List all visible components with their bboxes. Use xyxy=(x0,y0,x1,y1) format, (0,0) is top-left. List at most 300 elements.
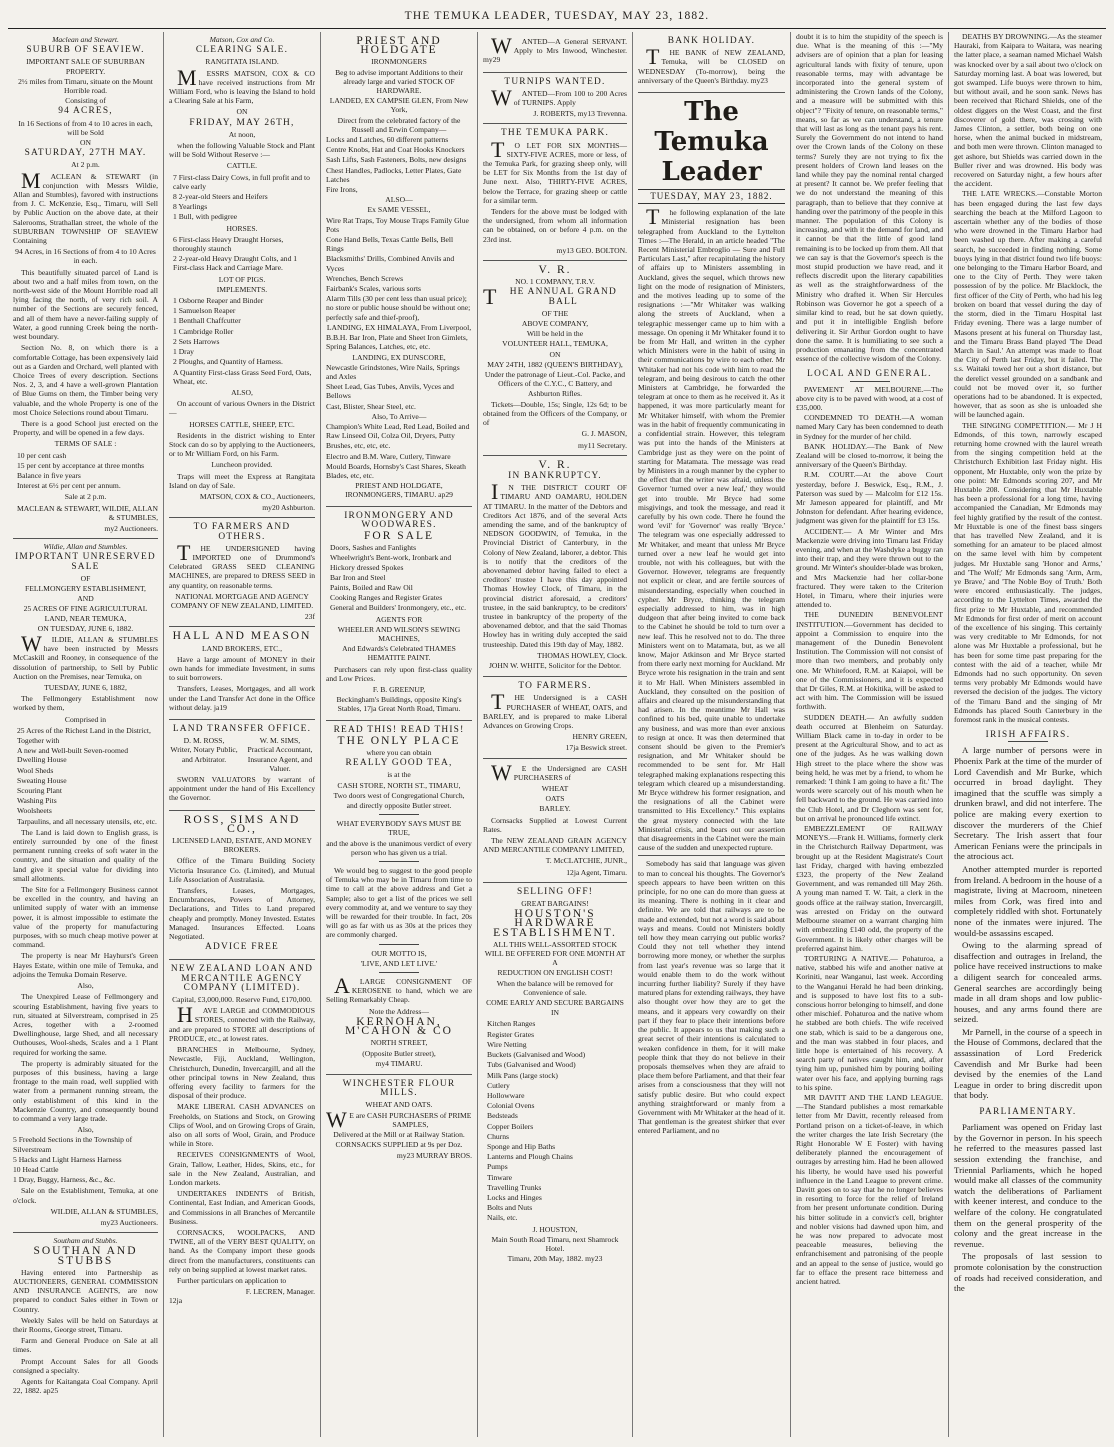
ad-line: At noon, xyxy=(228,129,256,139)
ad-body: Agents for Kaitangata Coal Company. April 22, 1882. ap25 xyxy=(13,1377,158,1396)
list-item: 1 Samuelson Reaper xyxy=(173,306,236,316)
ad-line: where you can obtain xyxy=(366,748,432,758)
news-item: TORTURING A NATIVE.— Pohaturoa, a native, stabbed his wife and another native at Koriniti, near Wanganui, last week. According to the Wanganui Herald he had been drinking, and is supposed to have lost fits to a sub-conscious horror belonging to himself, and done other mischief. Pohaturoa and the native whom he stabbed are both chiefs. The wife received one stab, which is said to be a dangerous one, and the man was stabbed in four places, and little hope is entertained of his recovery. A search party of natives caught him, and, after tying him up, punished him by pouring boiling water over his face, and applying burning rags to his spine. xyxy=(796,953,943,1092)
ad-body: Traps will meet the Express at Rangitata Island on day of Sale. xyxy=(169,471,315,490)
ad-title: WINCHESTER FLOUR MILLS. xyxy=(342,1078,456,1099)
ad-body: IN THE DISTRICT COURT OF TIMARU AND OAMARU, HOLDEN AT TIMARU. In the matter of the Debtors and Creditors Act 1876, and of the several Acts amending the same, and of the bankruptcy of NEDSON GOODWIN, of Temuka, in the Provincial District of Canterbury, in the Colony of New Zealand, laborer, a debtor. This is to notify that the creditors of the abovenamed debtor having failed to elect a creditors' trustee I have this day appointed Thomas Howley Clock, of Timaru, in the provincial district aforesaid, a creditors' trustee, in the said bankruptcy, to be creditors' trustee in bankruptcy of the property of the abovenamed debtor, and that the said Thomas Howley has in writing duly accepted the said trusteeship. Dated this 19th day of May, 1882. xyxy=(483,479,627,649)
news-item: THE SINGING COMPETITION.— Mr J H Edmonds, of this town, narrowly escaped returning home crowned with the laurel wreath from the singing competition held at the Christchurch Exhibition last Friday night. His opponent, Mr Huxtable, only won the prize by one point: Mr Edmonds scoring 207, and Mr Huxtable 208. Considering that Mr Huxtable has been a professional for a long time, having accompanied the Canadian, Mr Edmonds may feel highly gratified by the result of the contest. Mr Huxtable is one of the finest bass singers that has travelled New Zealand, and it is something for an amateur to be placed almost on the same level with him by competent judges. Mr Huxtable sang 'Honor and Arms,' and 'The Wolf;' Mr Edmonds sang 'Arm, Arm, ye Brave,' and 'The Noble Boy of Truth.' Both were encored enthusiastically. The judges, according to the Lyttelton Times, awarded the first prize to Mr Huxtable, and recommended Mr Edmonds for first order of merit on account of the excellence of his singing. This certainly was very creditable to Mr Edmonds, for not alone was Mr Huxtable a professional, but he has been for some time past preparing for the contest with the aid of a teacher, while Mr Edmonds had no such opportunity. On seven terms very probably Mr Edmonds would have reversed the decision of the judges. The victory of the Timaru Band and the singing of Mr Edmonds has placed South Canterbury in the foremost rank in the musical contests. xyxy=(954,420,1102,725)
ad-body: The Land is laid down to English grass, is entirely surrounded by one of the finest permanent running creeks of soft water in the country, and the situation and quality of the land give it special value for dividing into small allotments. xyxy=(13,827,158,883)
ad-signature: THOMAS HOWLEY, Clock. xyxy=(537,650,627,660)
list-item: Alarm Tills (30 per cent less than usual price); no store or public house should be without one; perfectly safe and thief-proof), xyxy=(326,294,471,322)
list-item: 1 Benthall Chaffcutter xyxy=(173,316,241,326)
ad-signature: WILDIE, ALLAN & STUMBLES, xyxy=(50,1206,158,1216)
list-item: Sheet Lead, Gas Tubes, Anvils, Vyces and Bellows xyxy=(326,382,454,401)
ad-line: ALL THIS WELL-ASSORTED STOCK WILL BE OFFERED FOR ONE MONTH AT A xyxy=(484,939,626,968)
ad-line: Delivered at the Mill or at Railway Station. xyxy=(333,1129,465,1139)
ad-line: OF THE xyxy=(541,308,569,318)
list-item: Lanterns and Plough Chains xyxy=(487,1152,573,1162)
list-item: Wrenches, Bench Screws xyxy=(326,273,404,283)
ad-line: Note the Address— xyxy=(369,1006,429,1016)
list-item: 1 Osborne Reaper and Binder xyxy=(173,296,264,306)
ad-head: Maclean and Stewart. xyxy=(52,35,119,44)
list-item: Cast, Blister, Shear Steel, etc. xyxy=(326,401,416,411)
ad-body: HAVE LARGE and COMMODIOUS STORES, connected with the Railway, and are prepared to STORE all descriptions of PRODUCE, etc., at lowest rates. xyxy=(169,1002,315,1043)
list-item: Wool Sheds xyxy=(17,765,54,775)
list-item: A new and Well-built Seven-roomed Dwelling House xyxy=(17,746,129,765)
list-item: Churns xyxy=(487,1131,509,1141)
list-item: Wire Rat Traps, Toy Mouse Traps Family Glue Pots xyxy=(326,215,469,234)
ad-body: WANTED—A General SERVANT. Apply to Mrs Inwood, Winchester. my29 xyxy=(483,33,627,65)
list-item: 5 Hacks and Light Harness Harness xyxy=(13,1154,122,1164)
ad-body: WILDIE, ALLAN & STUMBLES have been instructed by Messrs McCaskill and Rooney, in consequence of the dissolution of partnership, to Sell by Public Auction on the Premises, near Temuka, on xyxy=(13,630,158,681)
ad-subtitle: IMPORTANT SALE OF SUBURBAN PROPERTY. xyxy=(26,57,145,76)
section-label: IMPLEMENTS. xyxy=(216,284,268,294)
list-item: Locks and Latches, 60 different patterns xyxy=(326,135,449,145)
ad-body: On account of various Owners in the District— xyxy=(169,399,315,418)
ad-line: (Opposite Butler street), xyxy=(362,1048,436,1058)
ad-title: ROSS, SIMS AND CO., xyxy=(183,813,301,835)
ad-body: WANTED—From 100 to 200 Acres of TURNIPS. Apply xyxy=(491,84,627,110)
ad-signature: G. J. MASON, xyxy=(581,429,627,439)
ad-farmers-seed xyxy=(169,518,315,627)
terms-list xyxy=(17,451,158,491)
ad-signature: my13 GEO. BOLTON. xyxy=(556,245,627,255)
ad-line: 94 ACRES, xyxy=(58,106,113,117)
ad-grain-agency xyxy=(483,759,627,883)
list-item: A Quantity First-class Grass Seed Ford, Oats, Wheat, etc. xyxy=(173,367,312,386)
ad-body: SWORN VALUATORS by warrant of appointment under the hand of His Excellency the Governor. xyxy=(169,775,315,803)
list-item: Doors, Sashes and Fanlights xyxy=(330,543,417,553)
column-2 xyxy=(164,32,320,1437)
ad-body: RECEIVES CONSIGNMENTS of Wool, Grain, Tallow, Leather, Hides, Skins, etc., for sale in the New Zealand, Australian, and London markets. xyxy=(169,1150,315,1187)
ad-signature: my23 MURRAY BROS. xyxy=(396,1151,472,1161)
list-item: Sponge and Hip Baths xyxy=(487,1141,556,1151)
ad-line: When the balance will be removed for Convenience of sale. xyxy=(496,978,614,997)
ad-body: Prompt Account Sales for all Goods consigned a specialty. xyxy=(13,1356,158,1375)
dateline: TUESDAY, MAY 23, 1882. xyxy=(638,189,785,204)
news-item: A large number of persons were in Phoenix Park at the time of the murder of Lord Cavendish and Mr Burke, which occurred in broad daylight. They imagined that the scuffle was simply a drunken brawl, and did not interfere. The police are making every exertion to discover the murderers of the Chief Secretary. The Irish assert that four American Fenians were the principals in the atrocious act. xyxy=(954,745,1102,862)
column-4 xyxy=(478,32,632,1437)
vr-mark: V. R. xyxy=(538,264,572,277)
list-item: 8 2-year-old Steers and Heifers xyxy=(173,192,268,202)
ad-volunteer-ball xyxy=(483,261,627,456)
news-item: Parliament was opened on Friday last by the Governor in person. In his speech he referred to the measures passed last session extending the franchise, and Triennial Parliaments, which he hoped would make all classes of the community watch the deliberations of Parliament with keener interest, and conduce to the welfare of the colony. He congratulated them on the general prosperity of the colony and the great increase in the revenue. xyxy=(954,1122,1102,1249)
list-item: Paints, Boiled and Raw Oil xyxy=(330,582,413,592)
list-item: Interest at 6½ per cent per annum. xyxy=(17,481,121,491)
ad-line: my4 TIMARU. xyxy=(375,1058,423,1068)
ad-title: SOUTHAN AND STUBBS xyxy=(33,1245,138,1267)
ad-tea-cash-store xyxy=(326,721,472,1075)
list-item: Hollowware xyxy=(487,1090,525,1100)
ad-title: READ THIS! READ THIS! xyxy=(333,724,465,735)
divider xyxy=(638,855,785,856)
list-item: Travelling Trunks xyxy=(487,1182,542,1192)
ad-southam-stubbs xyxy=(13,1233,158,1402)
ad-body: Weekly Sales will be held on Saturdays at their Rooms, George street, Timaru. xyxy=(13,1315,158,1334)
ad-seaview-sale xyxy=(13,32,158,539)
list-item: Newcastle Grindstones, Wire Nails, Springs and Axles xyxy=(326,362,460,381)
ad-line: ON TUESDAY, JUNE 6, 1882. xyxy=(37,623,134,633)
ad-signature: my20 Ashburton. xyxy=(262,503,315,513)
ad-line: Ex SAME VESSEL, xyxy=(367,205,431,215)
list-item: Champion's White Lead, Red Lead, Boiled and Raw Linseed Oil, Colza Oil, Dryers, Putty xyxy=(326,421,470,441)
ad-signature: 23f xyxy=(304,612,315,622)
ad-line: Luncheon provided. xyxy=(211,460,273,470)
list-item: Blacksmiths' Drills, Combined Anvils and Vyces xyxy=(326,254,455,273)
list-item: Locks and Hinges xyxy=(487,1192,542,1202)
ad-line: 'LIVE, AND LET LIVE.' xyxy=(360,958,438,968)
ad-title: BANK HOLIDAY. xyxy=(667,36,756,46)
ad-body: THE UNDERSIGNED having IMPORTED one of Drummond's Celebrated GRASS SEED CLEANING MACHINES, are prepared to DRESS SEED in any quantity, on reasonable terms. xyxy=(169,539,315,590)
ad-line: MAY 24TH, 1882 (QUEEN'S BIRTHDAY), xyxy=(487,359,623,369)
ad-line: WE are CASH PURCHASERS of PRIME SAMPLES, xyxy=(326,1106,472,1132)
ad-fellmongery-sale xyxy=(13,539,158,1233)
list-item: Tinware xyxy=(487,1172,513,1182)
ad-head: Wildie, Allan and Stumbles. xyxy=(43,542,128,552)
ad-title: PRIEST AND HOLDGATE xyxy=(356,35,442,57)
news-item: PAVEMENT AT MELBOURNE.—The above city is to be paved with wood, at a cost of £35,000. xyxy=(796,384,943,412)
ad-signature: Main South Road Timaru, next Shamrock Hotel. xyxy=(491,1234,619,1253)
ad-body: Also, xyxy=(77,1125,94,1135)
ad-line: At 2 p.m. xyxy=(71,160,100,170)
list-item: Cooking Ranges and Register Grates xyxy=(330,593,443,603)
news-item: EMBEZZLEMENT OF RAILWAY MONEYS.—Frank H. Williams, formerly clerk in the Christchurch Railway Department, was brought up at the Resident Magistrate's Court last Friday, charged with having embezzled £323, the property of the New Zealand Government, and was remanded till May 26th. A young man named T. W. Tait, a clerk in the goods office at the railway station, Invercargill, was arrested on Friday on the outward Melbourne steamer on a warrant charging him with embezzling £140 odd, the property of the Government. It is likely other charges will be preferred against him. xyxy=(796,824,943,953)
ad-houston-hardware xyxy=(483,883,627,1270)
list-item: Centre Knobs, Hat and Coat Hooks Knockers xyxy=(326,145,465,155)
list-item: Brushes, etc, etc, etc. xyxy=(326,441,391,451)
list-item: Sash Lifts, Sash Fasteners, Bolts, new designs xyxy=(326,155,467,165)
ad-title: NEW ZEALAND LOAN AND MERCANTILE AGENCY COMPANY (LIMITED). xyxy=(170,964,314,993)
ad-line: Beg to advise important Additions to their already large and varied STOCK OF HARDWARE. xyxy=(335,67,463,96)
ad-body: BRANCHES in Melbourne, Sydney, Newcastle, Fiji, Auckland, Wellington, Christchurch, Dunedin, Invercargill, and all the other principal towns in New Zealand, thus offering every facility to farmers for the disposal of their produce. xyxy=(169,1045,315,1101)
list-item: Balance in five years xyxy=(17,470,81,480)
ad-line: WHEAT xyxy=(541,784,569,794)
ad-title: CLEARING SALE. xyxy=(195,45,289,56)
ad-body: The property is near Mr Hayhurst's Green Hayes Estate, within one mile of Temuka, and adjoins the Temuka Domain Reserve. xyxy=(13,951,158,979)
ad-line: ON xyxy=(80,138,91,148)
ad-body: The Fellmongery Establishment now worked by them, xyxy=(13,694,158,713)
ad-clearing-sale xyxy=(169,32,315,518)
terms-title: TERMS OF SALE : xyxy=(54,439,117,449)
partner-role: Writer, Notary Public, and Arbitrator. xyxy=(170,745,238,764)
top-rule xyxy=(8,28,1106,29)
ad-signature: JOHN W. WHITE, Solicitor for the Debtor. xyxy=(488,660,622,670)
news-item: THE DUNEDIN BENEVOLENT INSTITUTION.—Government has decided to appoint a Commission to enquire into the management of the Dunedin Benevolent Institution. The Commission will not consist of more than two members, and probably only one. Mr Whitefoord, R.M. at Kaiapoi, will be one of the Commissioners, and it is expected that Dr Giles, R.M. at Hokitika, will be asked to act with him. The Commission will be issued forthwith. xyxy=(796,610,943,712)
ad-body: Also, xyxy=(77,981,94,991)
list-item: 1 Dray xyxy=(173,347,194,357)
ad-line: LANDING, EX HIMALAYA, From Liverpool, xyxy=(326,322,472,332)
ad-body: We would beg to suggest to the good people of Temuka who may be in Timaru from time to time to call at the above address and Get a Sample; also to get a list of the prices we sell every commodity at, and we venture to say they will be rewarded for their trouble. In fact, 20s will go as far with us as 30s at the prices they are commonly charged. xyxy=(326,866,472,940)
ad-closing: Sale at 2 p.m. xyxy=(64,492,107,502)
ad-line: AND xyxy=(77,594,94,604)
ad-signature: J. HOUSTON, xyxy=(532,1224,578,1234)
ad-hall-meason xyxy=(169,627,315,720)
news-item: THE LATE WRECKS.—Constable Morton has been engaged during the last few days searching the beach at the Milford Lagoon to ascertain whether any of the bodies of those who were drowned in the Timaru Harbor had been washed up there. After making a careful search, he succeeded in finding nothing. Some buoys lying in that district found two life buoys: one belonging to the Timaru Harbor Board, and one to the City of Perth. They were taken possession of by the police. Mr Blacklock, the first officer of the City of Perth, who had his leg broken on board that vessel during the day of the storm, died in the Timaru Hospital last Friday evening. There was a large number of Masons present at his funeral on Thursday last, and the Timaru Brass Band played 'The Dead March in Saul.' An attempt was made to float the City of Perth last Friday, but it failed. The s.s. Waitaki towed her out a short distance, but the derelict vessel grounded on a sandbank and could not be moved over it, so further operations had to be abandoned. It is expected, however, that as soon as she is unloaded she will be launched again. xyxy=(954,189,1102,420)
list-item: 2 2-year-old Heavy Draught Colts, and 1 First-class Hack and Carriage Mare. xyxy=(173,254,298,273)
section-heading: PARLIAMENTARY. xyxy=(954,1107,1102,1119)
property-list xyxy=(17,726,158,826)
ad-line: BARLEY. xyxy=(539,804,571,814)
list-item: Wire Netting xyxy=(487,1039,527,1049)
news-item: BANK HOLIDAY.—The Bank of New Zealand will be closed to-morrow, it being the anniversary of the Queen's Birthday. xyxy=(796,441,943,470)
ad-title: SUBURB OF SEAVIEW. xyxy=(26,45,145,56)
ad-line: OUR MOTTO IS, xyxy=(371,948,427,958)
list-item: Scouring Plant xyxy=(17,786,62,796)
list-item: Sweating House xyxy=(17,775,67,785)
ad-line: OATS xyxy=(545,794,565,804)
ad-body: There is a good School just erected on the Property, and will be opened in a few days. xyxy=(13,418,158,438)
ad-signature: MATSON, COX & CO., Auctioneers, xyxy=(199,491,315,501)
ad-signature: 17ja Beswick street. xyxy=(565,743,627,753)
ad-line: And Edwards's Celebrated THAMES HEMATITE PAINT. xyxy=(342,644,456,663)
column-1 xyxy=(8,32,163,1437)
list-item: General and Builders' Ironmongery, etc., etc. xyxy=(330,603,467,613)
column-6 xyxy=(791,32,948,1437)
section-heading: LOCAL AND GENERAL. xyxy=(796,369,943,381)
ad-subtitle: WHEAT AND OATS. xyxy=(365,1100,433,1110)
ad-line: VOLUNTEER HALL, TEMUKA, xyxy=(502,339,608,349)
ad-line: is at the xyxy=(387,770,411,780)
ad-line: NORTH STREET, xyxy=(370,1038,428,1048)
ad-title: HOUSTON'S HARDWARE ESTABLISHMENT. xyxy=(493,908,617,939)
section-label: LOT OF PIGS. xyxy=(218,274,266,284)
ad-line: REDUCTION ON ENGLISH COST! xyxy=(497,968,613,978)
ad-line: CORNSACKS SUPPLIED at 9s per Doz. xyxy=(335,1140,463,1150)
list-item: Bar Iron and Steel xyxy=(330,572,386,582)
ad-body: MAKE LIBERAL CASH ADVANCES on Freeholds, on Stations and Stock, on Growing Clips of Wool, and on Growing Crops of Grain, also on all sorts of Wool, Grain, and Produce while in Store. xyxy=(169,1102,315,1149)
editorial-paragraph: The following explanation of the late Ministerial resignation has been telegraphed from Auckland to the Lyttelton Times :—The Herald, in an article headed "The Recent Ministerial Embroglio — Sure and Full Particulars Last," after recapitulating the history of affairs up to Ministers assembling in Auckland, gives the sequel, which throws new light on the mode of resignation of Ministers, and the motives leading up to some of the resignations :—"Mr Whitaker was walking along the streets of Auckland, when a telegraphic messenger came up to him with a message. On opening it Mr Whitaker found it to be from Mr Hall, and written in the cypher which Ministers were in the habit of using in their communications by wire to each other. Mr Whitaker had not his code with him to read the telegram, and being desirous to catch the other Ministers at Cambridge, he forwarded the telegram at once to them as he received it. As it happened, it was more particularly meant for Mr Whitaker himself, with whom the Premier was in the habit of frequently communicating in a confidential strain. However, this telegram was put into the hands of the Ministers at Cambridge just as they were on the point of starting for Matamata. The message was read by Ministers in a rough manner by the cypher to the effect that the writer was afraid, unless the Governor 'turned over a new leaf,' they would get into trouble. Mr Bryce had some misgivings, and took the message, and read it carefully by his own code. There he found the word 'evil' for 'Governor' was really 'Bryce.' The telegram was one especially addressed to Mr Whitaker, and meant that unless Mr Bryce turned over a new leaf he would get into trouble, not with his colleagues, but with the Governor. However, telegrams are frequently not explicit or clear, and are fertile sources of misunderstanding, especially when couched in cypher. Mr Bryce, thinking the telegram especially addressed to him, was in high dudgeon that after being invited to come back to the Cabinet he should be told to turn over a new leaf. This he resolved not to do. The three Ministers went on to Matamata, but, as we all know, Major Atkinson and Mr Bryce started from there early next morning for Auckland. Mr Bryce wrote his resignation in the train and sent it to Mr Hall. When Ministers assembled in Auckland, they consulted on the position of affairs and cleared up the misunderstanding that had arisen. In the meantime Mr Hall was confined to his bed, quite unable to undertake any business, and was more than ever anxious to resign at once. It was then determined that consent should be given to the Premier's resignation, and Mr Whitaker should be recommended to be sent for. Mr Hall telegraphed making explanations respecting this telegram which cleared up a misunderstanding. Mr Bryce withdrew his former resignation, and the resignations of all the Cabinet were transmitted to His Excellency." This explains the great mystery connected with the late Ministerial crisis, and bears out our assertion that disagreements in the Cabinet were the main cause of the sudden and unexpected rupture. xyxy=(638,204,785,853)
partner-name: D. M. ROSS, xyxy=(183,736,225,746)
list-item: 8 Yearlings xyxy=(173,202,208,212)
ad-line: Comprised in xyxy=(64,714,107,724)
list-item: 1 Cambridge Roller xyxy=(173,326,234,336)
ad-body: THE Undersigned is a CASH PURCHASER of WHEAT, OATS, and BARLEY, and is prepared to make Liberal Advances on Growing Crops. xyxy=(483,689,627,730)
column-5 xyxy=(633,32,790,1437)
ad-line: FELLMONGERY ESTABLISHMENT, xyxy=(25,583,146,593)
list-item: Fairbank's Scales, various sorts xyxy=(326,284,422,294)
ad-title: HALL AND MEASON xyxy=(172,630,312,643)
ad-line: Will be held in the xyxy=(526,329,584,339)
ad-subtitle: RANGITATA ISLAND. xyxy=(205,57,279,67)
ad-body: The property is admirably situated for the purposes of this business, having a large frontage to the main road, well supplied with water from a permanent running stream, the only establishment of this kind in the Mackenzie Country, and consequently bound to command a very large trade. xyxy=(13,1058,158,1123)
ad-servant-wanted xyxy=(483,32,627,73)
list-item: 2 Ploughs, and Quantity of Harness. xyxy=(173,357,283,367)
ad-bankruptcy xyxy=(483,456,627,677)
ad-line: Direct from the celebrated factory of the Russell and Erwin Company— xyxy=(337,115,461,134)
news-item: ACCIDENT.— A Mr Winter and Mrs Mackenzie were driving into Timaru last Friday evening, and when at the Washdyke a buggy ran into their trap, and they were thrown out to the ground. Mr Winter's shoulder-blade was broken, and Mrs Mackenzie had her collar-bone fractured. They were taken to the Criterion Hotel, in Timaru, where their injuries were attended to. xyxy=(796,526,943,610)
section-heading: IRISH AFFAIRS. xyxy=(954,730,1102,742)
news-item: The proposals of last session to promote colonisation by the construction of roads had received consideration, and the xyxy=(954,1251,1102,1294)
ad-signature: 12ja xyxy=(169,1296,183,1306)
ad-line: 2½ miles from Timaru, situate on the Mount Horrible road. xyxy=(18,76,153,96)
divider xyxy=(379,814,419,815)
ad-line: CASH STORE, NORTH ST., TIMARU, xyxy=(337,780,461,790)
ad-line: ALSO— xyxy=(385,195,413,205)
ad-body: Having entered into Partnership as AUCTIONEERS, GENERAL COMMISSION AND INSURANCE AGENTS, are now prepared to conduct Sales either in Town or Country. xyxy=(13,1267,158,1314)
ad-title: NO. 1 COMPANY, T.R.V. xyxy=(515,277,595,287)
ad-signature: NATIONAL MORTGAGE AND AGENCY COMPANY OF NEW ZEALAND, LIMITED. xyxy=(170,591,314,610)
list-item: Bedsteads xyxy=(487,1111,518,1121)
divider xyxy=(379,972,419,973)
list-item: 25 Acres of the Richest Land in the District, xyxy=(17,725,151,735)
list-item: 10 per cent cash xyxy=(17,450,67,460)
list-item: 10 Head Cattle xyxy=(13,1164,59,1174)
ad-signature: HENRY GREEN, xyxy=(572,732,627,742)
list-item: Wheelwright's Bent-work, Ironbark and Hickory dressed Spokes xyxy=(330,553,452,572)
ad-line: WHAT EVERYBODY SAYS MUST BE TRUE, xyxy=(336,819,462,838)
section-label: AGENTS FOR xyxy=(375,614,423,624)
ad-line: ON xyxy=(549,349,561,359)
ad-body: CORNSACKS, WOOLPACKS, AND TWINE, all of the VERY BEST QUALITY, on hand. As the Company import these goods direct from the manufacturers, constituents can rely on being supplied at lowest market rates. xyxy=(169,1227,315,1274)
ad-greenup-ironmongery xyxy=(326,507,472,721)
list-item: Nails, etc. xyxy=(487,1213,518,1223)
ad-signature: J. ROBERTS, my13 Trevenna. xyxy=(533,109,627,119)
ad-body: THE BANK of NEW ZEALAND, Temuka, will be CLOSED on WEDNESDAY (To-morrow), being the anniversary of the Queen's Birthday. my23 xyxy=(638,44,785,85)
list-item: Pumps xyxy=(487,1162,508,1172)
list-item: Tarpaulins, and all necessary utensils, etc, etc. xyxy=(17,816,157,826)
divider xyxy=(379,944,419,945)
ad-ross-sims xyxy=(169,811,315,961)
ad-line: ABOVE COMPANY, xyxy=(521,319,589,329)
ad-body: The NEW ZEALAND GRAIN AGENCY AND MERCANTILE COMPANY LIMITED, xyxy=(483,836,627,855)
ad-line: Also, To Arrive— xyxy=(371,411,427,421)
ad-signature: T. McCLATCHIE, JUNR., xyxy=(545,856,627,866)
ad-body: Further particulars on application to xyxy=(177,1275,287,1285)
list-item: Fire Irons, xyxy=(326,185,358,195)
ad-body: The Site for a Fellmongery Business cannot be excelled in the country, and having an unlimited supply of water with an immense power, it is almost impossible to estimate the value of the property for manufacturing purposes, with so much cheap motive power at command. xyxy=(13,885,158,950)
list-item: Colonial Ovens xyxy=(487,1101,535,1111)
partner-names xyxy=(169,736,315,773)
ad-title: IMPORTANT UNRESERVED SALE xyxy=(15,552,156,572)
ad-line: SATURDAY, 27TH MAY. xyxy=(24,148,147,159)
ad-body: This beautifully situated parcel of Land is about two and a half miles from town, on the north-west side of the Mount Horrible road all lying facing the north, of very rich soil. A number of the Sections are securely fenced, and all of them have a never-failing supply of Water, a good running Creek being the north-west boundary. xyxy=(13,267,158,342)
ad-head: Southam and Stubbs. xyxy=(53,1236,118,1246)
ad-body: MACLEAN & STEWART (in conjunction with Messrs Wildie, Allan and Stumbles), favored with instructions from J. C. McKenzie, Esq., Timaru, will Sell by Public Auction on the above date, at their Salerooms, Strathallan street, the whole of the SUBURBAN TOWNSHIP OF SEAVIEW Containing xyxy=(13,167,158,246)
ad-title: SELLING OFF! xyxy=(516,886,594,897)
ad-line: Two doors west of Congregational Church, xyxy=(333,790,465,800)
ad-line: LANDING, EX DUNSCORE, xyxy=(352,352,446,362)
ad-body: TUESDAY, JUNE 6, 1882, xyxy=(44,683,127,692)
ad-title: IRONMONGERY AND WOODWARES. xyxy=(344,510,454,530)
ad-signature: my11 Secretary. xyxy=(578,440,627,450)
ad-signature: F. LECREN, Manager. xyxy=(245,1287,315,1297)
ad-line: Consisting of xyxy=(65,96,106,106)
ad-closing: ADVICE FREE xyxy=(205,942,279,953)
ad-land-transfer xyxy=(169,720,315,811)
ad-body: TO LET FOR SIX MONTHS—SIXTY-FIVE ACRES, more or less, of the Temuka Park, for grazing sheep only, will be LET for Six Months from the 1st day of June next. Also, THIRTY-FIVE ACRES, below the Terrace, for grazing sheep or cattle for a similar term. xyxy=(483,136,627,205)
cattle-list xyxy=(173,173,315,222)
ad-signature: PRIEST AND HOLDGATE, IRONMONGERS, TIMARU. ap29 xyxy=(345,481,453,500)
ad-line: FRIDAY, MAY 26TH, xyxy=(189,117,295,128)
ad-signature: 12ja Agent, Timaru. xyxy=(566,867,627,877)
ad-line: In 16 Sections of from 4 to 10 acres in each, will be Sold xyxy=(18,118,153,137)
ad-signature: MACLEAN & STEWART, WILDIE, ALLAN & STUMBLES, xyxy=(17,503,158,522)
ad-body: Transfers, Leases, Mortgages, Encumbrances, Powers of Attorney, Declarations, and Titles to Land prepared cheaply and promptly. Money Invested. Estates Managed. Insurances Effected. Loans Negotiated. xyxy=(169,886,315,942)
ad-title: TO FARMERS AND OTHERS. xyxy=(193,522,291,542)
ad-body: The Unexpired Lease of Fellmongery and scouring Establishment, having five years to run, situated at Silverstream, comprised in 25 Acres, together with a 2-roomed Dwellinghouse, large Shed, and all necessary Outhouses, Wool-sheds, Scales and a 1 Plant required for working the same. xyxy=(13,992,158,1057)
news-item: Mr Parnell, in the course of a speech in the House of Commons, declared that the assassination of Lord Frederick Cavendish and Mr Burke had been devised by the enemies of the Land League in order to bring discredit upon that body. xyxy=(954,1026,1102,1101)
list-item: Milk Pans (large stock) xyxy=(487,1070,558,1080)
ad-nz-loan xyxy=(169,960,315,1310)
list-item: Buckets (Galvanised and Wood) xyxy=(487,1050,586,1060)
list-item: Kitchen Ranges xyxy=(487,1019,536,1029)
ad-line: LANDED, EX CAMPSIE GLEN, From New York, xyxy=(329,96,469,115)
ad-line: ON xyxy=(236,107,248,117)
partner-left xyxy=(169,736,239,773)
list-item: 1 Dray, Buggy, Harness, &c., &c. xyxy=(13,1175,116,1185)
news-item: SUDDEN DEATH.— An awfully sudden death occurred at Blenheim on Saturday. William Black came in to-day in order to be present at the Agricultural Show, and to act as one of the judges. As he was walking down High street to the place where the show was being held, he was met by a friend, to whom he remarked: 'I think I am going to have a fit.' The words were scarcely out of his mouth when he fell backward to the ground. He was carried into the Club Hotel, and Dr Cleghorn was sent for, but on arrival he pronounced life extinct. xyxy=(796,712,943,823)
column-3 xyxy=(321,32,477,1437)
ad-subtitle: GREAT BARGAINS! xyxy=(521,899,589,909)
list-item: 2 Sets Harrows xyxy=(173,336,220,346)
list-item: 6 First-class Heavy Draught Horses, thoroughly staunch xyxy=(173,234,284,254)
list-item: Woolsheets xyxy=(17,806,52,816)
ad-title: THE TEMUKA PARK. xyxy=(500,128,609,139)
list-item: Bolts and Nuts xyxy=(487,1203,533,1213)
ad-line: THE ANNUAL GRAND BALL xyxy=(483,284,617,310)
ad-body: Cornsacks Supplied at Lowest Current Rates. xyxy=(483,815,627,834)
list-item: 7 First-class Dairy Cows, in full profit and to calve early xyxy=(173,172,310,191)
list-item: Washing Pits xyxy=(17,796,57,806)
news-item: MR DAVITT AND THE LAND LEAGUE.—The Standard publishes a most remarkable letter from Mr Davitt, recently released from Portland prison on a ticket-of-leave, in which the writer charges the late Irish Secretary (the Right Honorable W E Foster) with having deliberately planned the encouragement of outrages by arresting him. Had he been allowed his liberty, he would have used his powerful influence in the Land League to prevent crime. Davitt goes on to say that he no longer believes in resorting to force for the relief of Ireland from her present unfortunate condition. During his bitter solitude in a convict's cell, brighter and nobler visions had dawned upon him, and he was now prepared to advocate most peaceable measures, believing the enfranchisement and patronising of the people and an appeal to the sense of justice, would go far to efface the present race bitterness and ancient hatred. xyxy=(796,1092,943,1287)
ad-line: WHEELER AND WILSON'S SEWING MACHINES, xyxy=(337,624,461,643)
nameplate: The Temuka Leader xyxy=(654,97,769,188)
ad-body: 94 Acres, in 16 Sections of from 4 to 10 Acres in each. xyxy=(15,247,156,266)
vr-mark: V. R. xyxy=(538,458,572,471)
ad-signature: Beckingham's Buildings, opposite King's Stables, 17ja Great North Road, Timaru. xyxy=(336,695,462,714)
ad-line: Capital, £3,000,000. Reserve Fund, £170,000. xyxy=(172,995,312,1005)
ad-line: IN xyxy=(550,1008,559,1018)
ad-title: KERNOHAN, M'CAHON & CO xyxy=(345,1015,453,1038)
list-item: B.B.H. Bar Iron, Plate and Sheet Iron Gimlets, Spring Balances, Latches, etc, etc. xyxy=(326,333,468,352)
partner-role: Practical Accountant, Insurance Agent, and Valuer. xyxy=(247,745,313,773)
ad-body: Farm and General Produce on Sale at all times. xyxy=(13,1336,158,1355)
ad-subtitle: FOR SALE xyxy=(364,529,434,542)
ad-line: COME EARLY AND SECURE BARGAINS xyxy=(486,998,624,1008)
ad-line: ALSO, xyxy=(231,387,253,397)
partner-name: W. M. SIMS, xyxy=(259,736,301,746)
list-item: Electro and B.M. Ware, Cutlery, Tinware xyxy=(326,451,451,461)
ad-turnips-wanted xyxy=(483,73,627,125)
ad-title: LAND TRANSFER OFFICE. xyxy=(172,724,312,734)
ad-line: HORSES CATTLE, SHEEP, ETC. xyxy=(189,419,295,429)
list-item: Together with xyxy=(17,736,60,746)
ad-signature: my2 Auctioneers. xyxy=(104,523,158,533)
ad-line: OF xyxy=(80,573,91,583)
masthead: THE TEMUKA LEADER, TUESDAY, MAY 23, 1882. xyxy=(404,10,710,22)
goods-list xyxy=(330,543,472,612)
ad-body: MESSRS MATSON, COX & CO have received instructions from Mr William Ford, who is leaving the Island to hold a Clearing Sale at his Farm, xyxy=(169,64,315,106)
ad-title: TURNIPS WANTED. xyxy=(504,76,606,87)
ad-subtitle: LICENSED LAND, ESTATE, AND MONEY BROKERS. xyxy=(172,836,312,855)
ad-line: and the above is the unanimous verdict of every person who has given us a trial. xyxy=(326,838,472,857)
ad-body: Purchasers can rely upon first-class quality and Low Prices. xyxy=(326,664,472,683)
ad-body: Residents in the district wishing to Enter Stock can do so by applying to the Auctioneers, or to Mr William Ford, on his Farm. xyxy=(169,430,315,459)
list-item: 1 Bull, with pedigree xyxy=(173,212,238,222)
list-item: Cone Hand Bells, Texas Cattle Bells, Bell Rings xyxy=(326,235,454,254)
ad-head: Matson, Cox and Co. xyxy=(209,35,275,44)
list-item: Copper Boilers xyxy=(487,1121,534,1131)
ad-body: WE the Undersigned are CASH PURCHASERS of xyxy=(491,759,627,785)
list-item: Chest Handles, Padlocks, Letter Plates, Gate Latches xyxy=(326,165,462,184)
partner-right xyxy=(245,736,315,773)
ad-to-farmers xyxy=(483,677,627,758)
ad-subtitle: IRONMONGERS xyxy=(371,57,427,67)
ad-subtitle: LAND BROKERS, ETC., xyxy=(202,643,282,653)
ad-line: REALLY GOOD TEA, xyxy=(345,758,453,769)
ad-winchester-mills xyxy=(326,1075,472,1166)
list-item: Mould Boards, Hornsby's Cast Shares, Skeath Blades, etc, etc. xyxy=(326,461,466,480)
